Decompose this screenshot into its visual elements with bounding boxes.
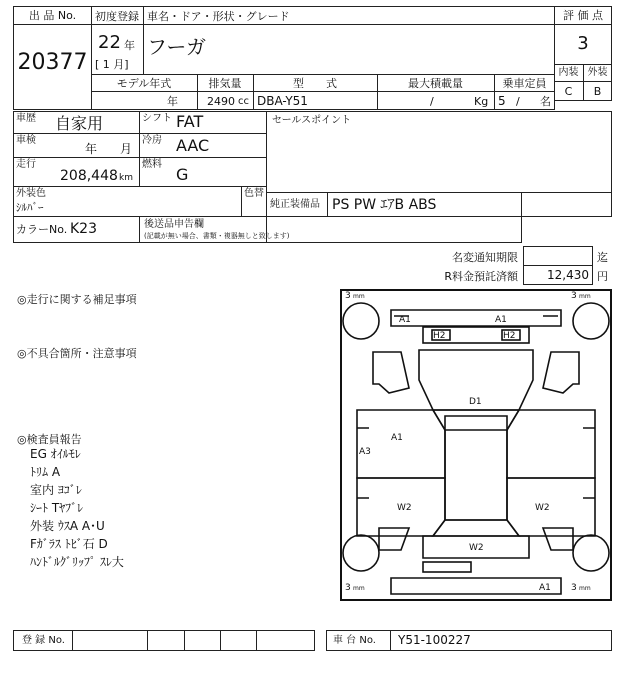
damage-mark: A1 [539, 583, 551, 593]
ac: AAC [176, 136, 210, 155]
lot-number: 20377 [17, 50, 88, 75]
driving-notes-label: ◎走行に関する補足事項 [17, 293, 137, 306]
max-load-label: 最大積載量 [408, 77, 463, 90]
first-reg-label: 初度登録 [95, 10, 139, 23]
tire-rear-right [573, 535, 609, 571]
docs-note: (記載が無い場合、書類・複器無しと致します) [144, 232, 290, 240]
equipment: PS PW ｴｱB ABS [332, 197, 437, 213]
inspector-label: ◎検査員報告 [17, 433, 82, 446]
recycle-amount: 12,430 [547, 268, 589, 282]
damage-mark: W2 [469, 543, 484, 553]
damage-mark: A1 [391, 433, 403, 443]
color-no: K23 [70, 221, 97, 237]
max-load-sep: / [430, 95, 434, 108]
fuel-label: 燃料 [142, 159, 162, 170]
recycle-unit: 円 [597, 270, 608, 283]
inspector-line: ﾊﾝﾄﾞﾙｸﾞﾘｯﾌﾟ ｽﾚ大 [30, 555, 124, 569]
model-year-unit: 年 [167, 95, 178, 108]
displacement-unit: cc [238, 96, 249, 107]
tire-unit: mm [579, 585, 591, 592]
name-change-field [523, 246, 593, 266]
reg-no-label: 登 録 No. [22, 635, 65, 646]
rear-window [433, 520, 519, 536]
docs-label: 後送品申告欄 [144, 219, 204, 230]
damage-mark: H2 [503, 331, 516, 341]
name-change-label: 名変通知期限 [452, 251, 518, 264]
color-change-label: 色替 [244, 188, 264, 199]
history-label: 車歴 [16, 113, 36, 124]
car-name-label: 車名・ドア・形状・グレード [147, 10, 290, 23]
capacity-sep: / [516, 95, 520, 108]
shift: FAT [176, 112, 204, 131]
inspector-line: ｼｰﾄ Tﾔﾌﾞﾚ [30, 501, 84, 515]
max-load-unit: Kg [474, 95, 489, 108]
damage-mark: W2 [397, 503, 412, 513]
front-left-fender [373, 352, 409, 393]
tire-front-right [573, 303, 609, 339]
name-change-unit: 迄 [597, 251, 608, 264]
interior-grade: C [564, 85, 573, 98]
tire-depth-tl: 3 [345, 291, 351, 301]
car-name: フーガ [147, 35, 206, 59]
capacity-unit: 名 [540, 95, 551, 108]
tire-rear-left [343, 535, 379, 571]
first-reg-year: 22 [98, 32, 121, 53]
tire-unit: mm [353, 585, 365, 592]
damage-mark: H2 [433, 331, 446, 341]
rear-left-quarter [379, 528, 409, 550]
model-year-label: モデル年式 [116, 77, 172, 90]
tire-depth-br: 3 [571, 583, 577, 593]
interior-label: 内装 [558, 67, 579, 78]
roof [445, 416, 507, 520]
inspection-year: 年 [85, 142, 98, 156]
capacity: 5 [498, 94, 506, 108]
chassis-label: 車 台 No. [333, 635, 376, 646]
equipment-label: 純正装備品 [270, 199, 320, 210]
rear-bumper [391, 578, 561, 594]
damage-mark: A1 [495, 315, 507, 325]
mileage: 208,448 [60, 168, 118, 184]
year-unit: 年 [124, 39, 135, 52]
vehicle-type: DBA-Y51 [257, 94, 308, 108]
history: 自家用 [55, 114, 104, 133]
front-left-door [357, 410, 445, 478]
inspection-month: 月 [120, 142, 133, 156]
car-damage-diagram [339, 288, 613, 604]
windshield [433, 410, 519, 430]
first-reg-month: [ 1 月] [95, 58, 129, 71]
details-box [13, 111, 267, 187]
color-label: 外装色 [16, 188, 46, 199]
exterior-label: 外装 [587, 67, 608, 78]
overall-grade: 3 [577, 33, 589, 54]
exterior-grade: B [593, 85, 602, 98]
defects-label: ◎不具合箇所・注意事項 [17, 347, 137, 360]
displacement: 2490 [207, 95, 235, 108]
lot-number-label: 出 品 No. [28, 9, 77, 22]
inspector-line: 室内 ﾖｺﾞﾚ [30, 483, 82, 497]
tire-depth-tr: 3 [571, 291, 577, 301]
color-no-label: カラーNo. [16, 223, 68, 236]
front-right-fender [543, 352, 579, 393]
inspector-line: ﾄﾘﾑ A [30, 465, 61, 479]
front-bumper [391, 310, 561, 326]
tire-front-left [343, 303, 379, 339]
type-label: 型 式 [293, 77, 337, 90]
shift-label: シフト [142, 113, 172, 124]
tire-depth-bl: 3 [345, 583, 351, 593]
damage-mark: A3 [359, 447, 371, 457]
tire-unit: mm [579, 293, 591, 300]
color: ｼﾙﾊﾞｰ [16, 201, 44, 214]
fuel: G [176, 165, 189, 184]
mileage-unit: km [119, 173, 133, 183]
ac-label: 冷房 [142, 135, 162, 146]
inspector-line: Fｶﾞﾗｽ ﾄﾋﾞ石 D [30, 537, 108, 551]
damage-mark: A1 [399, 315, 411, 325]
color-box [13, 186, 267, 217]
chassis-number: Y51-100227 [398, 633, 471, 647]
recycle-label: R料金預託済額 [444, 270, 518, 283]
damage-mark: D1 [469, 397, 482, 407]
rear-right-quarter [543, 528, 573, 550]
inspection-label: 車検 [16, 135, 36, 146]
displacement-label: 排気量 [208, 77, 242, 90]
capacity-label: 乗車定員 [502, 77, 547, 90]
inspector-line: 外装 ｳｽA A･U [30, 519, 105, 533]
tire-unit: mm [353, 293, 365, 300]
inspector-line: EG ｵｲﾙﾓﾚ [30, 447, 81, 461]
grade-label: 評 価 点 [563, 9, 603, 22]
front-right-door [507, 410, 595, 478]
damage-mark: W2 [535, 503, 550, 513]
sales-point-label: セールスポイント [272, 115, 352, 126]
mileage-label: 走行 [16, 159, 36, 170]
